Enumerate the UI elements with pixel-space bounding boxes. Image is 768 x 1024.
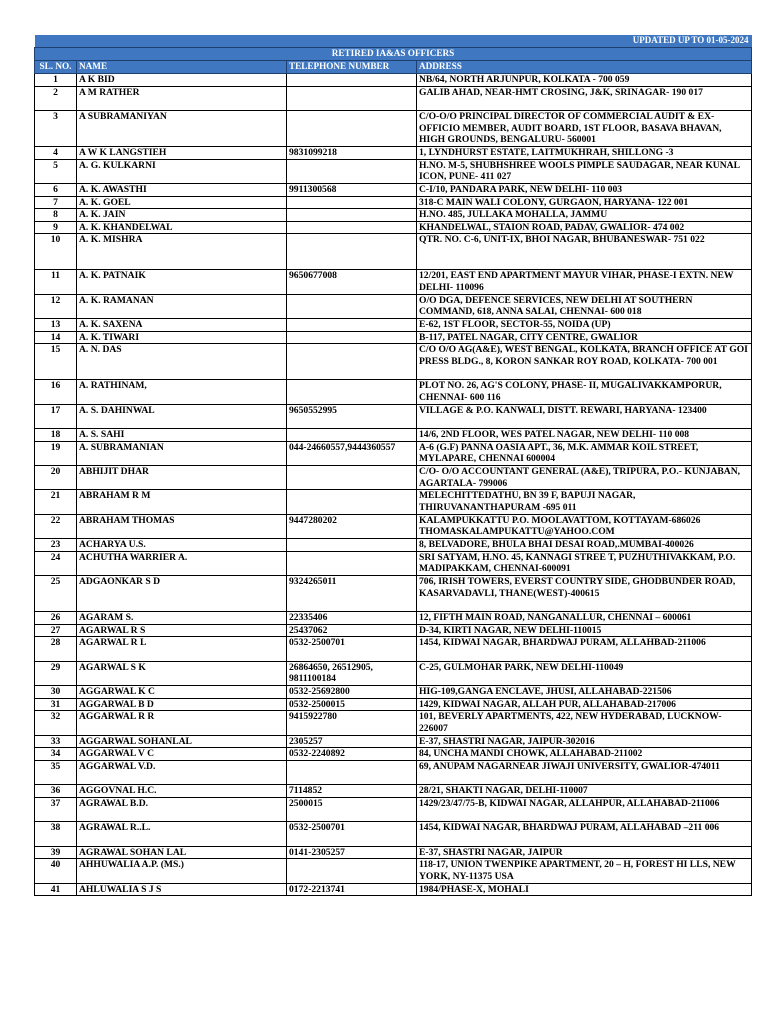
row-sl-no: 3 bbox=[35, 110, 77, 146]
row-address: NB/64, NORTH ARJUNPUR, KOLKATA - 700 059 bbox=[417, 74, 752, 87]
row-telephone bbox=[287, 319, 417, 332]
row-name: AGARWAL S K bbox=[77, 661, 287, 685]
row-telephone bbox=[287, 110, 417, 146]
row-sl-no: 19 bbox=[35, 441, 77, 465]
row-sl-no: 2 bbox=[35, 86, 77, 110]
row-sl-no: 40 bbox=[35, 859, 77, 883]
row-sl-no: 25 bbox=[35, 576, 77, 612]
table-row bbox=[35, 380, 752, 404]
row-name: A. S. SAHI bbox=[77, 429, 287, 442]
row-name: A SUBRAMANIYAN bbox=[77, 110, 287, 146]
row-name: AGGARWAL SOHANLAL bbox=[77, 735, 287, 748]
table-row bbox=[35, 319, 752, 332]
row-sl-no: 18 bbox=[35, 429, 77, 442]
row-sl-no: 7 bbox=[35, 196, 77, 209]
row-telephone bbox=[287, 221, 417, 234]
table-row bbox=[35, 196, 752, 209]
row-sl-no: 28 bbox=[35, 637, 77, 661]
row-sl-no: 36 bbox=[35, 785, 77, 798]
row-name: A. K. RAMANAN bbox=[77, 294, 287, 318]
row-sl-no: 30 bbox=[35, 686, 77, 699]
row-name: AGARWAL R L bbox=[77, 637, 287, 661]
row-address: C-25, GULMOHAR PARK, NEW DELHI-110049 bbox=[417, 661, 752, 685]
row-telephone bbox=[287, 234, 417, 270]
table-row bbox=[35, 86, 752, 110]
table-row bbox=[35, 344, 752, 380]
row-sl-no: 16 bbox=[35, 380, 77, 404]
row-address: 28/21, SHAKTI NAGAR, DELHI-110007 bbox=[417, 785, 752, 798]
row-name: ABRAHAM R M bbox=[77, 490, 287, 514]
row-telephone: 7114852 bbox=[287, 785, 417, 798]
row-name: AGGARWAL V C bbox=[77, 748, 287, 761]
row-telephone bbox=[287, 294, 417, 318]
row-telephone: 0532-2500701 bbox=[287, 637, 417, 661]
table-row bbox=[35, 183, 752, 196]
row-sl-no: 4 bbox=[35, 146, 77, 159]
row-sl-no: 24 bbox=[35, 551, 77, 575]
row-telephone: 22335406 bbox=[287, 612, 417, 625]
table-row bbox=[35, 576, 752, 612]
row-name: A. K. PATNAIK bbox=[77, 270, 287, 294]
row-telephone bbox=[287, 551, 417, 575]
row-sl-no: 14 bbox=[35, 331, 77, 344]
row-address: 1, LYNDHURST ESTATE, LAITMUKHRAH, SHILLONG -3 bbox=[417, 146, 752, 159]
row-name: AHLUWALIA S J S bbox=[77, 883, 287, 896]
row-address: B-117, PATEL NAGAR, CITY CENTRE, GWALIOR bbox=[417, 331, 752, 344]
row-telephone: 9650677008 bbox=[287, 270, 417, 294]
row-sl-no: 8 bbox=[35, 209, 77, 222]
row-address: 1984/PHASE-X, MOHALI bbox=[417, 883, 752, 896]
table-row bbox=[35, 785, 752, 798]
row-sl-no: 12 bbox=[35, 294, 77, 318]
table-row bbox=[35, 846, 752, 859]
table-row bbox=[35, 159, 752, 183]
table-title: RETIRED IA&AS OFFICERS bbox=[35, 48, 752, 61]
row-address: PLOT NO. 26, AG'S COLONY, PHASE- II, MUGALIVAKKAMPORUR, CHENNAI- 600 116 bbox=[417, 380, 752, 404]
officers-sheet bbox=[34, 35, 751, 896]
row-address: 8, BELVADORE, BHULA BHAI DESAI ROAD,.MUMBAI-400026 bbox=[417, 539, 752, 552]
row-name: AGGARWAL R R bbox=[77, 711, 287, 735]
row-telephone bbox=[287, 466, 417, 490]
row-name: AGRAWAL SOHAN LAL bbox=[77, 846, 287, 859]
row-telephone bbox=[287, 196, 417, 209]
row-name: A. K. TIWARI bbox=[77, 331, 287, 344]
table-row bbox=[35, 514, 752, 538]
row-sl-no: 13 bbox=[35, 319, 77, 332]
row-name: A. K. AWASTHI bbox=[77, 183, 287, 196]
row-address: MELECHITTEDATHU, BN 39 F, BAPUJI NAGAR, THIRUVANANTHAPURAM -695 011 bbox=[417, 490, 752, 514]
row-address: 12, FIFTH MAIN ROAD, NANGANALLUR, CHENNAI – 600061 bbox=[417, 612, 752, 625]
row-name: AGGOVNAL H.C. bbox=[77, 785, 287, 798]
row-telephone bbox=[287, 344, 417, 380]
row-address: C-I/10, PANDARA PARK, NEW DELHI- 110 003 bbox=[417, 183, 752, 196]
row-telephone bbox=[287, 74, 417, 87]
row-name: A. G. KULKARNI bbox=[77, 159, 287, 183]
table-row bbox=[35, 110, 752, 146]
row-sl-no: 39 bbox=[35, 846, 77, 859]
row-sl-no: 35 bbox=[35, 760, 77, 784]
table-row bbox=[35, 551, 752, 575]
row-address: H.NO. M-5, SHUBHSHREE WOOLS PIMPLE SAUDAGAR, NEAR KUNAL ICON, PUNE- 411 027 bbox=[417, 159, 752, 183]
header-address: ADDRESS bbox=[417, 61, 752, 74]
row-telephone bbox=[287, 429, 417, 442]
row-name: ABRAHAM THOMAS bbox=[77, 514, 287, 538]
row-telephone: 0141-2305257 bbox=[287, 846, 417, 859]
row-address: E-37, SHASTRI NAGAR, JAIPUR-302016 bbox=[417, 735, 752, 748]
table-row bbox=[35, 294, 752, 318]
table-row bbox=[35, 466, 752, 490]
row-address: 14/6, 2ND FLOOR, WES PATEL NAGAR, NEW DELHI- 110 008 bbox=[417, 429, 752, 442]
row-name: A. K. SAXENA bbox=[77, 319, 287, 332]
row-sl-no: 21 bbox=[35, 490, 77, 514]
row-name: AGGARWAL B D bbox=[77, 698, 287, 711]
row-sl-no: 6 bbox=[35, 183, 77, 196]
row-telephone: 9415922780 bbox=[287, 711, 417, 735]
row-address: C/O-O/O PRINCIPAL DIRECTOR OF COMMERCIAL AUDIT & EX-OFFICIO MEMBER, AUDIT BOARD, 1ST FLOOR, BASAVA BHAVAN, HIGH GROUNDS, BENGALURU- 560001 bbox=[417, 110, 752, 146]
row-telephone bbox=[287, 539, 417, 552]
row-address: 1454, KIDWAI NAGAR, BHARDWAJ PURAM, ALLAHABAD –211 006 bbox=[417, 822, 752, 846]
row-name: A. SUBRAMANIAN bbox=[77, 441, 287, 465]
table-row bbox=[35, 797, 752, 821]
row-telephone bbox=[287, 159, 417, 183]
table-row bbox=[35, 490, 752, 514]
updated-date: UPDATED UP TO 01-05-2024 bbox=[35, 35, 752, 48]
table-row bbox=[35, 760, 752, 784]
updated-row bbox=[35, 35, 752, 48]
row-sl-no: 31 bbox=[35, 698, 77, 711]
row-telephone: 2500015 bbox=[287, 797, 417, 821]
row-address: 101, BEVERLY APARTMENTS, 422, NEW HYDERABAD, LUCKNOW-226007 bbox=[417, 711, 752, 735]
row-sl-no: 9 bbox=[35, 221, 77, 234]
row-telephone bbox=[287, 380, 417, 404]
table-row bbox=[35, 637, 752, 661]
row-name: AHHUWALIA A.P. (MS.) bbox=[77, 859, 287, 883]
row-address: 118-17, UNION TWENPIKE APARTMENT, 20 – H, FOREST HI LLS, NEW YORK, NY-11375 USA bbox=[417, 859, 752, 883]
row-telephone: 9324265011 bbox=[287, 576, 417, 612]
table-row bbox=[35, 686, 752, 699]
row-sl-no: 37 bbox=[35, 797, 77, 821]
row-telephone bbox=[287, 209, 417, 222]
row-name: AGGARWAL V.D. bbox=[77, 760, 287, 784]
row-telephone: 25437062 bbox=[287, 624, 417, 637]
row-address: 1429, KIDWAI NAGAR, ALLAH PUR, ALLAHABAD-217006 bbox=[417, 698, 752, 711]
row-sl-no: 41 bbox=[35, 883, 77, 896]
row-sl-no: 20 bbox=[35, 466, 77, 490]
officers-table bbox=[34, 35, 752, 896]
row-telephone bbox=[287, 331, 417, 344]
row-sl-no: 22 bbox=[35, 514, 77, 538]
table-row bbox=[35, 748, 752, 761]
row-telephone: 9650552995 bbox=[287, 404, 417, 428]
table-row bbox=[35, 441, 752, 465]
table-row bbox=[35, 735, 752, 748]
table-row bbox=[35, 270, 752, 294]
row-address: E-37, SHASTRI NAGAR, JAIPUR bbox=[417, 846, 752, 859]
row-sl-no: 15 bbox=[35, 344, 77, 380]
row-telephone: 2305257 bbox=[287, 735, 417, 748]
row-address: A-6 (G.F) PANNA OASIA APT., 36, M.K. AMMAR KOIL STREET, MYLAPARE, CHENNAI 600004 bbox=[417, 441, 752, 465]
title-row bbox=[35, 48, 752, 61]
row-name: A. K. MISHRA bbox=[77, 234, 287, 270]
table-row bbox=[35, 883, 752, 896]
row-name: A M RATHER bbox=[77, 86, 287, 110]
table-row bbox=[35, 539, 752, 552]
row-name: A. RATHINAM, bbox=[77, 380, 287, 404]
row-address: 1429/23/47/75-B, KIDWAI NAGAR, ALLAHPUR, ALLAHABAD-211006 bbox=[417, 797, 752, 821]
row-name: A. K. KHANDELWAL bbox=[77, 221, 287, 234]
row-telephone: 0532-2500701 bbox=[287, 822, 417, 846]
row-name: ACHUTHA WARRIER A. bbox=[77, 551, 287, 575]
row-name: AGARWAL R S bbox=[77, 624, 287, 637]
row-name: A W K LANGSTIEH bbox=[77, 146, 287, 159]
table-row bbox=[35, 234, 752, 270]
row-name: AGRAWAL B.D. bbox=[77, 797, 287, 821]
row-name: AGGARWAL K C bbox=[77, 686, 287, 699]
row-sl-no: 17 bbox=[35, 404, 77, 428]
row-address: 69, ANUPAM NAGARNEAR JIWAJI UNIVERSITY, GWALIOR-474011 bbox=[417, 760, 752, 784]
row-address: 706, IRISH TOWERS, EVERST COUNTRY SIDE, GHODBUNDER ROAD, KASARVADAVLI, THANE(WEST)-400615 bbox=[417, 576, 752, 612]
row-telephone: 0532-2240892 bbox=[287, 748, 417, 761]
table-row bbox=[35, 209, 752, 222]
row-name: ABHIJIT DHAR bbox=[77, 466, 287, 490]
table-row bbox=[35, 74, 752, 87]
row-sl-no: 34 bbox=[35, 748, 77, 761]
row-telephone: 0172-2213741 bbox=[287, 883, 417, 896]
row-name: A. N. DAS bbox=[77, 344, 287, 380]
row-sl-no: 23 bbox=[35, 539, 77, 552]
row-address: KHANDELWAL, STAION ROAD, PADAV, GWALIOR- 474 002 bbox=[417, 221, 752, 234]
row-name: A K BID bbox=[77, 74, 287, 87]
row-telephone: 0532-25692800 bbox=[287, 686, 417, 699]
row-telephone bbox=[287, 859, 417, 883]
row-name: AGRAWAL R..L. bbox=[77, 822, 287, 846]
row-telephone bbox=[287, 760, 417, 784]
row-sl-no: 5 bbox=[35, 159, 77, 183]
row-sl-no: 29 bbox=[35, 661, 77, 685]
row-telephone: 9831099218 bbox=[287, 146, 417, 159]
table-row bbox=[35, 698, 752, 711]
row-sl-no: 27 bbox=[35, 624, 77, 637]
row-address: H.NO. 485, JULLAKA MOHALLA, JAMMU bbox=[417, 209, 752, 222]
row-address: 318-C MAIN WALI COLONY, GURGAON, HARYANA- 122 001 bbox=[417, 196, 752, 209]
row-telephone: 044-24660557,9444360557 bbox=[287, 441, 417, 465]
row-address: O/O DGA, DEFENCE SERVICES, NEW DELHI AT SOUTHERN COMMAND, 618, ANNA SALAI, CHENNAI- 600 018 bbox=[417, 294, 752, 318]
row-telephone: 26864650, 26512905, 9811100184 bbox=[287, 661, 417, 685]
row-address: E-62, 1ST FLOOR, SECTOR-55, NOIDA (UP) bbox=[417, 319, 752, 332]
row-sl-no: 10 bbox=[35, 234, 77, 270]
table-row bbox=[35, 612, 752, 625]
header-name: NAME bbox=[77, 61, 287, 74]
row-name: A. K. GOEL bbox=[77, 196, 287, 209]
header-telephone: TELEPHONE NUMBER bbox=[287, 61, 417, 74]
header-row bbox=[35, 61, 752, 74]
row-address: 12/201, EAST END APARTMENT MAYUR VIHAR, PHASE-I EXTN. NEW DELHI- 110096 bbox=[417, 270, 752, 294]
row-address: D-34, KIRTI NAGAR, NEW DELHI-110015 bbox=[417, 624, 752, 637]
row-name: A. K. JAIN bbox=[77, 209, 287, 222]
row-name: ADGAONKAR S D bbox=[77, 576, 287, 612]
table-row bbox=[35, 624, 752, 637]
row-name: A. S. DAHINWAL bbox=[77, 404, 287, 428]
table-row bbox=[35, 221, 752, 234]
table-row bbox=[35, 822, 752, 846]
row-telephone: 0532-2500015 bbox=[287, 698, 417, 711]
row-telephone: 9911300568 bbox=[287, 183, 417, 196]
row-name: AGARAM S. bbox=[77, 612, 287, 625]
row-sl-no: 26 bbox=[35, 612, 77, 625]
table-row bbox=[35, 146, 752, 159]
row-address: 84, UNCHA MANDI CHOWK, ALLAHABAD-211002 bbox=[417, 748, 752, 761]
row-address: GALIB AHAD, NEAR-HMT CROSING, J&K, SRINAGAR- 190 017 bbox=[417, 86, 752, 110]
row-telephone bbox=[287, 490, 417, 514]
row-address: C/O O/O AG(A&E), WEST BENGAL, KOLKATA, BRANCH OFFICE AT GOI PRESS BLDG., 8, KORON SANKAR ROY ROAD, KOLKATA- 700 001 bbox=[417, 344, 752, 380]
row-sl-no: 33 bbox=[35, 735, 77, 748]
row-sl-no: 38 bbox=[35, 822, 77, 846]
row-telephone bbox=[287, 86, 417, 110]
table-row bbox=[35, 404, 752, 428]
header-sl-no: SL. NO. bbox=[35, 61, 77, 74]
row-address: HIG-109,GANGA ENCLAVE, JHUSI, ALLAHABAD-221506 bbox=[417, 686, 752, 699]
table-row bbox=[35, 331, 752, 344]
row-sl-no: 32 bbox=[35, 711, 77, 735]
row-name: ACHARYA U.S. bbox=[77, 539, 287, 552]
row-address: SRI SATYAM, H.NO. 45, KANNAGI STREE T, PUZHUTHIVAKKAM, P.O. MADIPAKKAM, CHENNAI-600091 bbox=[417, 551, 752, 575]
row-address: 1454, KIDWAI NAGAR, BHARDWAJ PURAM, ALLAHBAD-211006 bbox=[417, 637, 752, 661]
table-body bbox=[35, 74, 752, 896]
row-address: QTR. NO. C-6, UNIT-IX, BHOI NAGAR, BHUBANESWAR- 751 022 bbox=[417, 234, 752, 270]
row-telephone: 9447280202 bbox=[287, 514, 417, 538]
row-sl-no: 11 bbox=[35, 270, 77, 294]
row-sl-no: 1 bbox=[35, 74, 77, 87]
row-address: C/O- O/O ACCOUNTANT GENERAL (A&E), TRIPURA, P.O.- KUNJABAN, AGARTALA- 799006 bbox=[417, 466, 752, 490]
row-address: KALAMPUKKATTU P.O. MOOLAVATTOM, KOTTAYAM-686026 THOMASKALAMPUKATTU@YAHOO.COM bbox=[417, 514, 752, 538]
row-address: VILLAGE & P.O. KANWALI, DISTT. REWARI, HARYANA- 123400 bbox=[417, 404, 752, 428]
table-row bbox=[35, 661, 752, 685]
table-row bbox=[35, 429, 752, 442]
table-row bbox=[35, 711, 752, 735]
table-row bbox=[35, 859, 752, 883]
